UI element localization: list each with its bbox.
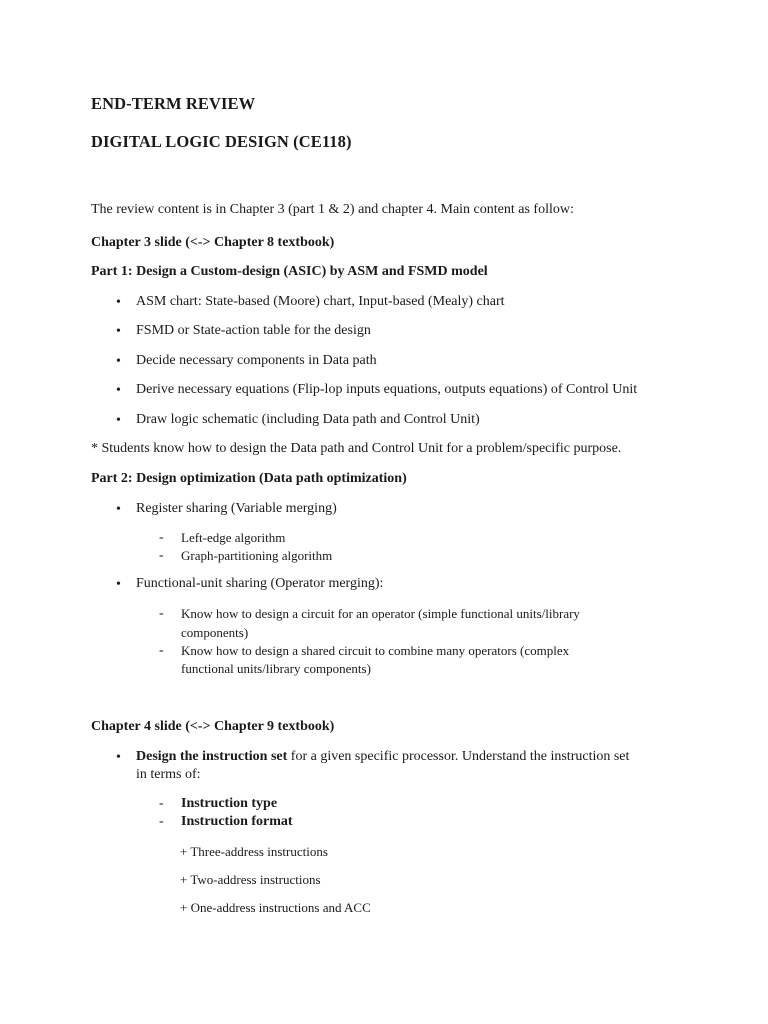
sub-list-item: Graph-partitioning algorithm [181,548,333,563]
list-item: Draw logic schematic (including Data path and Control Unit) [136,412,480,427]
dash-icon: - [159,796,164,811]
part1-heading: Part 1: Design a Custom-design (ASIC) by ASM and FSMD model [91,264,488,279]
bullet-icon: • [116,295,121,310]
sub-list-item: Instruction format [181,814,293,829]
bullet-icon: • [116,577,121,592]
list-item: Functional-unit sharing (Operator merging): [136,576,384,591]
bullet-icon: • [116,750,121,765]
sub-list-item-line1: Know how to design a circuit for an operator (simple functional units/library [181,606,580,621]
sub-list-item-line1: Know how to design a shared circuit to combine many operators (complex [181,643,570,658]
bullet-icon: • [116,502,121,517]
list-item: FSMD or State-action table for the design [136,323,371,338]
sub-list-item: Instruction type [181,796,278,811]
dash-icon: - [159,643,164,658]
list-item: Decide necessary components in Data path [136,353,377,368]
dash-icon: - [159,530,164,545]
part2-heading: Part 2: Design optimization (Data path optimization) [91,471,407,486]
doc-title-end-term-review: END-TERM REVIEW [91,94,256,113]
chapter4-bullet-line2: in terms of: [136,767,201,782]
chapter4-heading: Chapter 4 slide (<-> Chapter 9 textbook) [91,719,335,734]
bullet-icon: • [116,354,121,369]
chapter4-bullet-rest: for a given specific processor. Understand the instruction set [287,749,630,764]
bullet-icon: • [116,383,121,398]
note-paragraph: * Students know how to design the Data path and Control Unit for a problem/specific purpose. [91,441,622,456]
intro-paragraph: The review content is in Chapter 3 (part 1 & 2) and chapter 4. Main content as follow: [91,202,574,217]
sub-list-item-line2: functional units/library components) [181,661,371,676]
format-item: + One-address instructions and ACC [180,900,371,915]
bullet-icon: • [116,413,121,428]
dash-icon: - [159,548,164,563]
sub-list-item-line2: components) [181,625,249,640]
dash-icon: - [159,814,164,829]
list-item: Derive necessary equations (Flip-lop inputs equations, outputs equations) of Control Unit [136,382,638,397]
list-item: Register sharing (Variable merging) [136,501,337,516]
format-item: + Three-address instructions [180,844,328,859]
format-item: + Two-address instructions [180,872,321,887]
bullet-icon: • [116,324,121,339]
chapter3-heading: Chapter 3 slide (<-> Chapter 8 textbook) [91,235,335,250]
sub-list-item: Left-edge algorithm [181,530,286,545]
list-item: ASM chart: State-based (Moore) chart, Input-based (Mealy) chart [136,294,505,309]
chapter4-bullet-line1 [136,750,629,764]
dash-icon: - [159,606,164,621]
doc-title-course: DIGITAL LOGIC DESIGN (CE118) [91,132,352,151]
chapter4-bullet-bold: Design the instruction set [136,749,288,764]
